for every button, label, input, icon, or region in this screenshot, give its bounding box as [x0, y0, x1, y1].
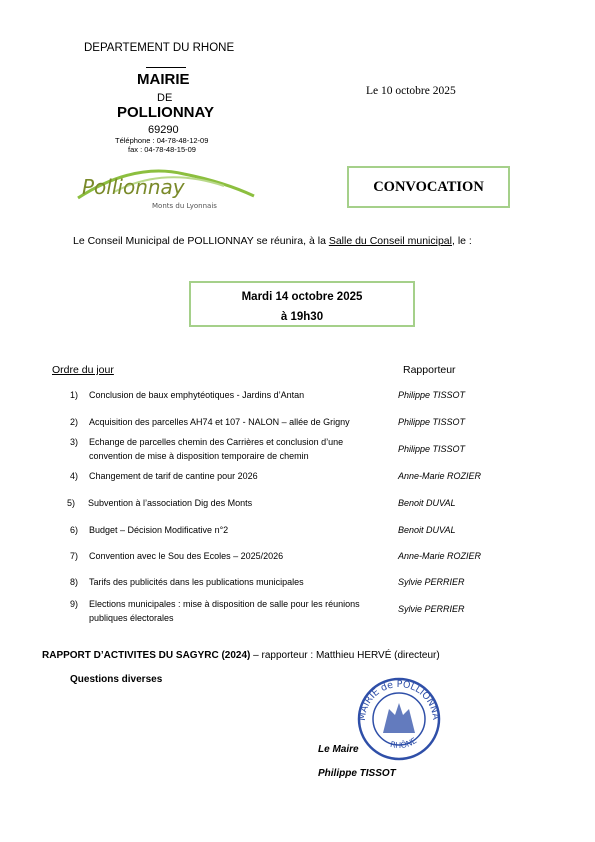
mairie-label: MAIRIE	[137, 71, 190, 88]
logo-wordmark: Pollionnay	[82, 175, 185, 199]
signature-name: Philippe TISSOT	[318, 768, 396, 779]
item-rapporteur: Philippe TISSOT	[398, 417, 466, 427]
item-text: Subvention à l’association Dig des Monts	[88, 498, 253, 508]
item-number: 5)	[66, 498, 75, 508]
intro-place: Salle du Conseil municipal	[328, 235, 452, 247]
meeting-datetime-box	[189, 281, 415, 327]
item-text: Acquisition des parcelles AH74 et 107 - NALON – allée de Grigny	[89, 417, 350, 427]
convocation-box	[347, 166, 510, 208]
header-divider	[146, 67, 186, 68]
intro-sentence	[73, 235, 472, 247]
item-text: Conclusion de baux emphytéotiques - Jardins d’Antan	[89, 390, 305, 400]
fax-number: fax : 04-78-48-15-09	[128, 145, 196, 154]
item-number: 8)	[69, 577, 78, 587]
item-rapporteur: Benoit DUVAL	[398, 525, 456, 535]
item-number: 3)	[69, 437, 78, 447]
rapport-line	[42, 650, 440, 661]
meeting-day: Mardi 14 octobre 2025	[241, 291, 363, 303]
document-date: Le 10 octobre 2025	[366, 85, 456, 97]
item-rapporteur: Anne-Marie ROZIER	[398, 551, 482, 561]
convocation-title: CONVOCATION	[373, 178, 484, 195]
pollionnay-logo	[74, 156, 256, 212]
item-number: 9)	[69, 599, 78, 609]
item-number: 1)	[69, 390, 78, 400]
item-text: Tarifs des publicités dans les publications municipales	[89, 577, 304, 587]
de-label: DE	[157, 92, 173, 104]
questions-diverses: Questions diverses	[70, 674, 163, 685]
signature-role: Le Maire	[318, 744, 359, 755]
item-rapporteur: Anne-Marie ROZIER	[398, 471, 482, 481]
item-text: Budget – Décision Modificative n°2	[89, 525, 229, 535]
mairie-stamp	[353, 675, 445, 761]
intro-text-end: , le :	[451, 235, 472, 247]
item-text: Convention avec le Sou des Ecoles – 2025/2026	[89, 551, 284, 561]
item-number: 7)	[69, 551, 78, 561]
item-text: Elections municipales : mise à disposition de salle pour les réunions publiques électorales	[89, 599, 360, 623]
rapporteur-title: Rapporteur	[403, 364, 456, 376]
item-rapporteur: Sylvie PERRIER	[398, 604, 465, 614]
item-text: Changement de tarif de cantine pour 2026	[89, 471, 258, 481]
agenda-title: Ordre du jour	[52, 364, 114, 376]
item-rapporteur: Philippe TISSOT	[398, 444, 466, 454]
item-rapporteur: Benoit DUVAL	[398, 498, 456, 508]
stamp-text-bottom: RHÔNE	[389, 736, 419, 751]
item-rapporteur: Philippe TISSOT	[398, 390, 466, 400]
rapport-details: – rapporteur : Matthieu HERVÉ (directeur)	[250, 650, 440, 661]
item-text: Echange de parcelles chemin des Carrières et conclusion d’une convention de mise à disposition temporaire de chemin	[89, 437, 344, 461]
item-number: 2)	[69, 417, 78, 427]
town-name: POLLIONNAY	[117, 104, 214, 121]
item-number: 6)	[69, 525, 78, 535]
intro-text-start: Le Conseil Municipal de POLLIONNAY se réunira, à la	[73, 235, 329, 247]
phone-number: Téléphone : 04-78-48-12-09	[115, 136, 209, 145]
department-label: DEPARTEMENT DU RHONE	[84, 42, 235, 54]
meeting-time: à 19h30	[280, 311, 324, 323]
item-rapporteur: Sylvie PERRIER	[398, 577, 465, 587]
item-number: 4)	[69, 471, 78, 481]
stamp-text-top: MAIRIE de POLLIONNA	[356, 678, 442, 722]
postcode: 69290	[148, 124, 179, 136]
rapport-title: RAPPORT D’ACTIVITES DU SAGYRC (2024)	[42, 650, 251, 661]
logo-tagline: Monts du Lyonnais	[152, 202, 217, 210]
